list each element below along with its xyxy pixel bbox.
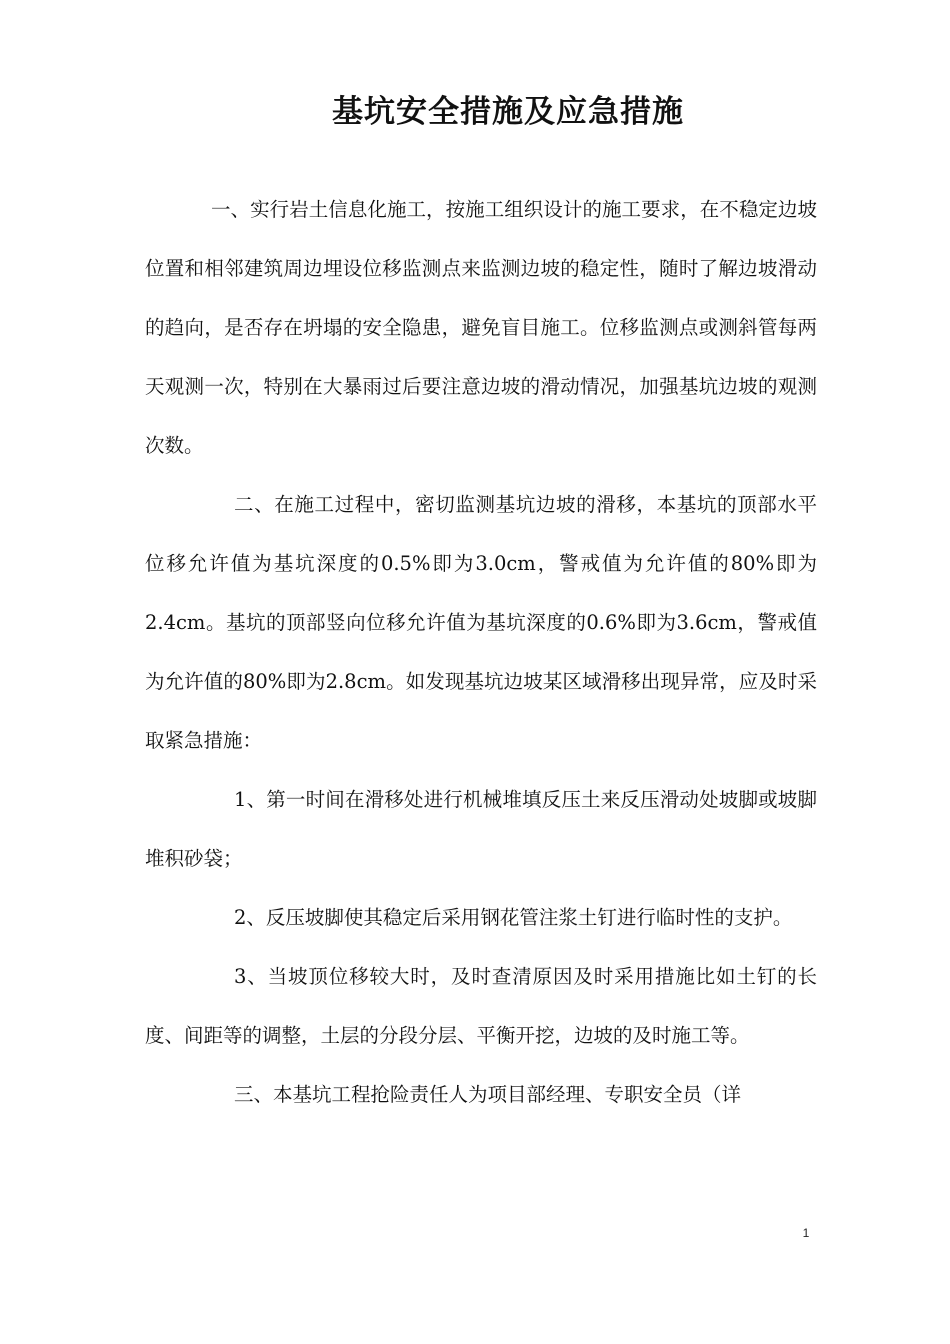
document-title: 基坑安全措施及应急措施 bbox=[332, 94, 684, 130]
paragraph-2: 二、在施工过程中，密切监测基坑边坡的滑移，本基坑的顶部水平位移允许值为基坑深度的0.5%即为3.0cm，警戒值为允许值的80%即为2.4cm。基坑的顶部竖向位移允许值为基坑深度的0.6%即为3.6cm，警戒值为允许值的80%即为2.8cm。如发现基坑边坡某区域滑移出现异常，应及时采取紧急措施： bbox=[145, 493, 817, 752]
list-item-2: 2、反压坡脚使其稳定后采用钢花管注浆土钉进行临时性的支护。 bbox=[234, 906, 793, 929]
list-item-1: 1、第一时间在滑移处进行机械堆填反压土来反压滑动处坡脚或坡脚堆积砂袋； bbox=[145, 788, 817, 870]
paragraph-3: 三、本基坑工程抢险责任人为项目部经理、专职安全员（详 bbox=[234, 1083, 742, 1106]
list-item-3: 3、当坡顶位移较大时，及时查清原因及时采用措施比如土钉的长度、间距等的调整，土层的分段分层、平衡开挖，边坡的及时施工等。 bbox=[145, 965, 817, 1047]
paragraph-1: 一、实行岩土信息化施工，按施工组织设计的施工要求，在不稳定边坡位置和相邻建筑周边埋设位移监测点来监测边坡的稳定性，随时了解边坡滑动的趋向，是否存在坍塌的安全隐患，避免盲目施工。位移监测点或测斜管每两天观测一次，特别在大暴雨过后要注意边坡的滑动情况，加强基坑边坡的观测次数。 bbox=[145, 198, 817, 457]
page-number: 1 bbox=[802, 1226, 810, 1240]
document-body bbox=[145, 180, 817, 1124]
